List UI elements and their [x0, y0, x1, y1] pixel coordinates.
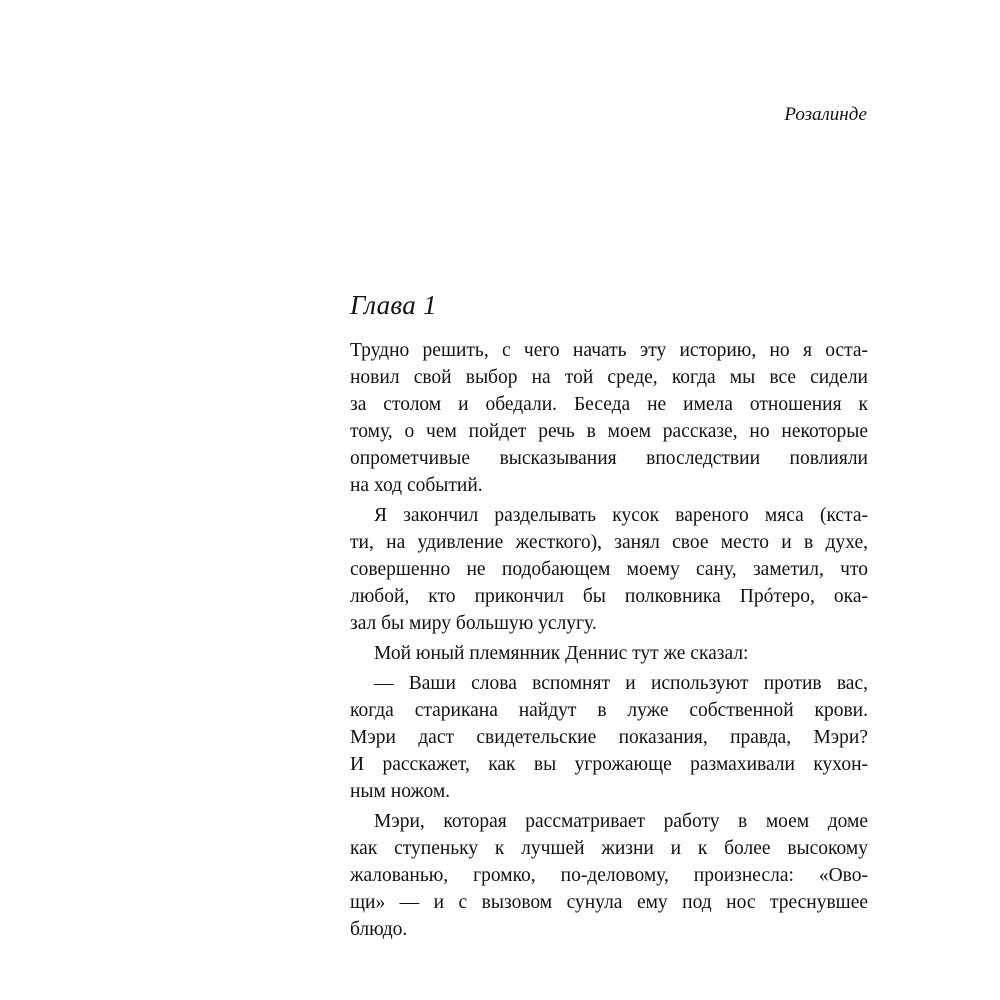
text-line: как ступеньку к лучшей жизни и к более высокому: [350, 838, 868, 859]
text-line: ным ножом.: [350, 781, 451, 802]
text-line: за столом и обедали. Беседа не имела отношения к: [350, 394, 868, 415]
text-line: совершенно не подобающем моему сану, заметил, что: [350, 559, 868, 580]
paragraph: [350, 640, 868, 667]
text-line: тому, о чем пойдет речь в моем рассказе, но некоторые: [350, 421, 868, 442]
text-line: жалованью, громко, по-деловому, произнесла: «Ово-: [350, 865, 868, 886]
text-line: новил свой выбор на той среде, когда мы все сидели: [350, 367, 868, 388]
text-line: на ход событий.: [350, 475, 483, 496]
text-line: ти, на удивление жесткого), занял свое место и в духе,: [350, 532, 868, 553]
paragraph: [350, 337, 868, 499]
text-line: Мой юный племянник Деннис тут же сказал:: [374, 643, 749, 664]
chapter-title: Глава 1: [350, 290, 437, 320]
text-line: Мэри даст свидетельские показания, правда, Мэри?: [350, 727, 868, 748]
text-line: когда старикана найдут в луже собственной крови.: [350, 700, 868, 721]
paragraph: [350, 808, 868, 943]
chapter-body: [350, 337, 868, 943]
text-line: блюдо.: [350, 919, 408, 940]
text-line: щи» — и с вызовом сунула ему под нос треснувшее: [350, 892, 868, 913]
dedication: Розалинде: [784, 104, 867, 125]
paragraph: [350, 670, 868, 805]
paragraph: [350, 502, 868, 637]
text-line: Мэри, которая рассматривает работу в моем доме: [374, 811, 868, 832]
text-line: Трудно решить, с чего начать эту историю, но я оста-: [350, 340, 868, 361]
text-line: любой, кто прикончил бы полковника Прóтеро, ока-: [350, 586, 868, 607]
text-line: зал бы миру большую услугу.: [350, 613, 597, 634]
text-line: Я закончил разделывать кусок вареного мяса (кста-: [374, 505, 868, 526]
text-line: И расскажет, как вы угрожающе размахивали кухон-: [350, 754, 868, 775]
text-line: — Ваши слова вспомнят и используют против вас,: [374, 673, 868, 694]
text-line: опрометчивые высказывания впоследствии повлияли: [350, 448, 868, 469]
